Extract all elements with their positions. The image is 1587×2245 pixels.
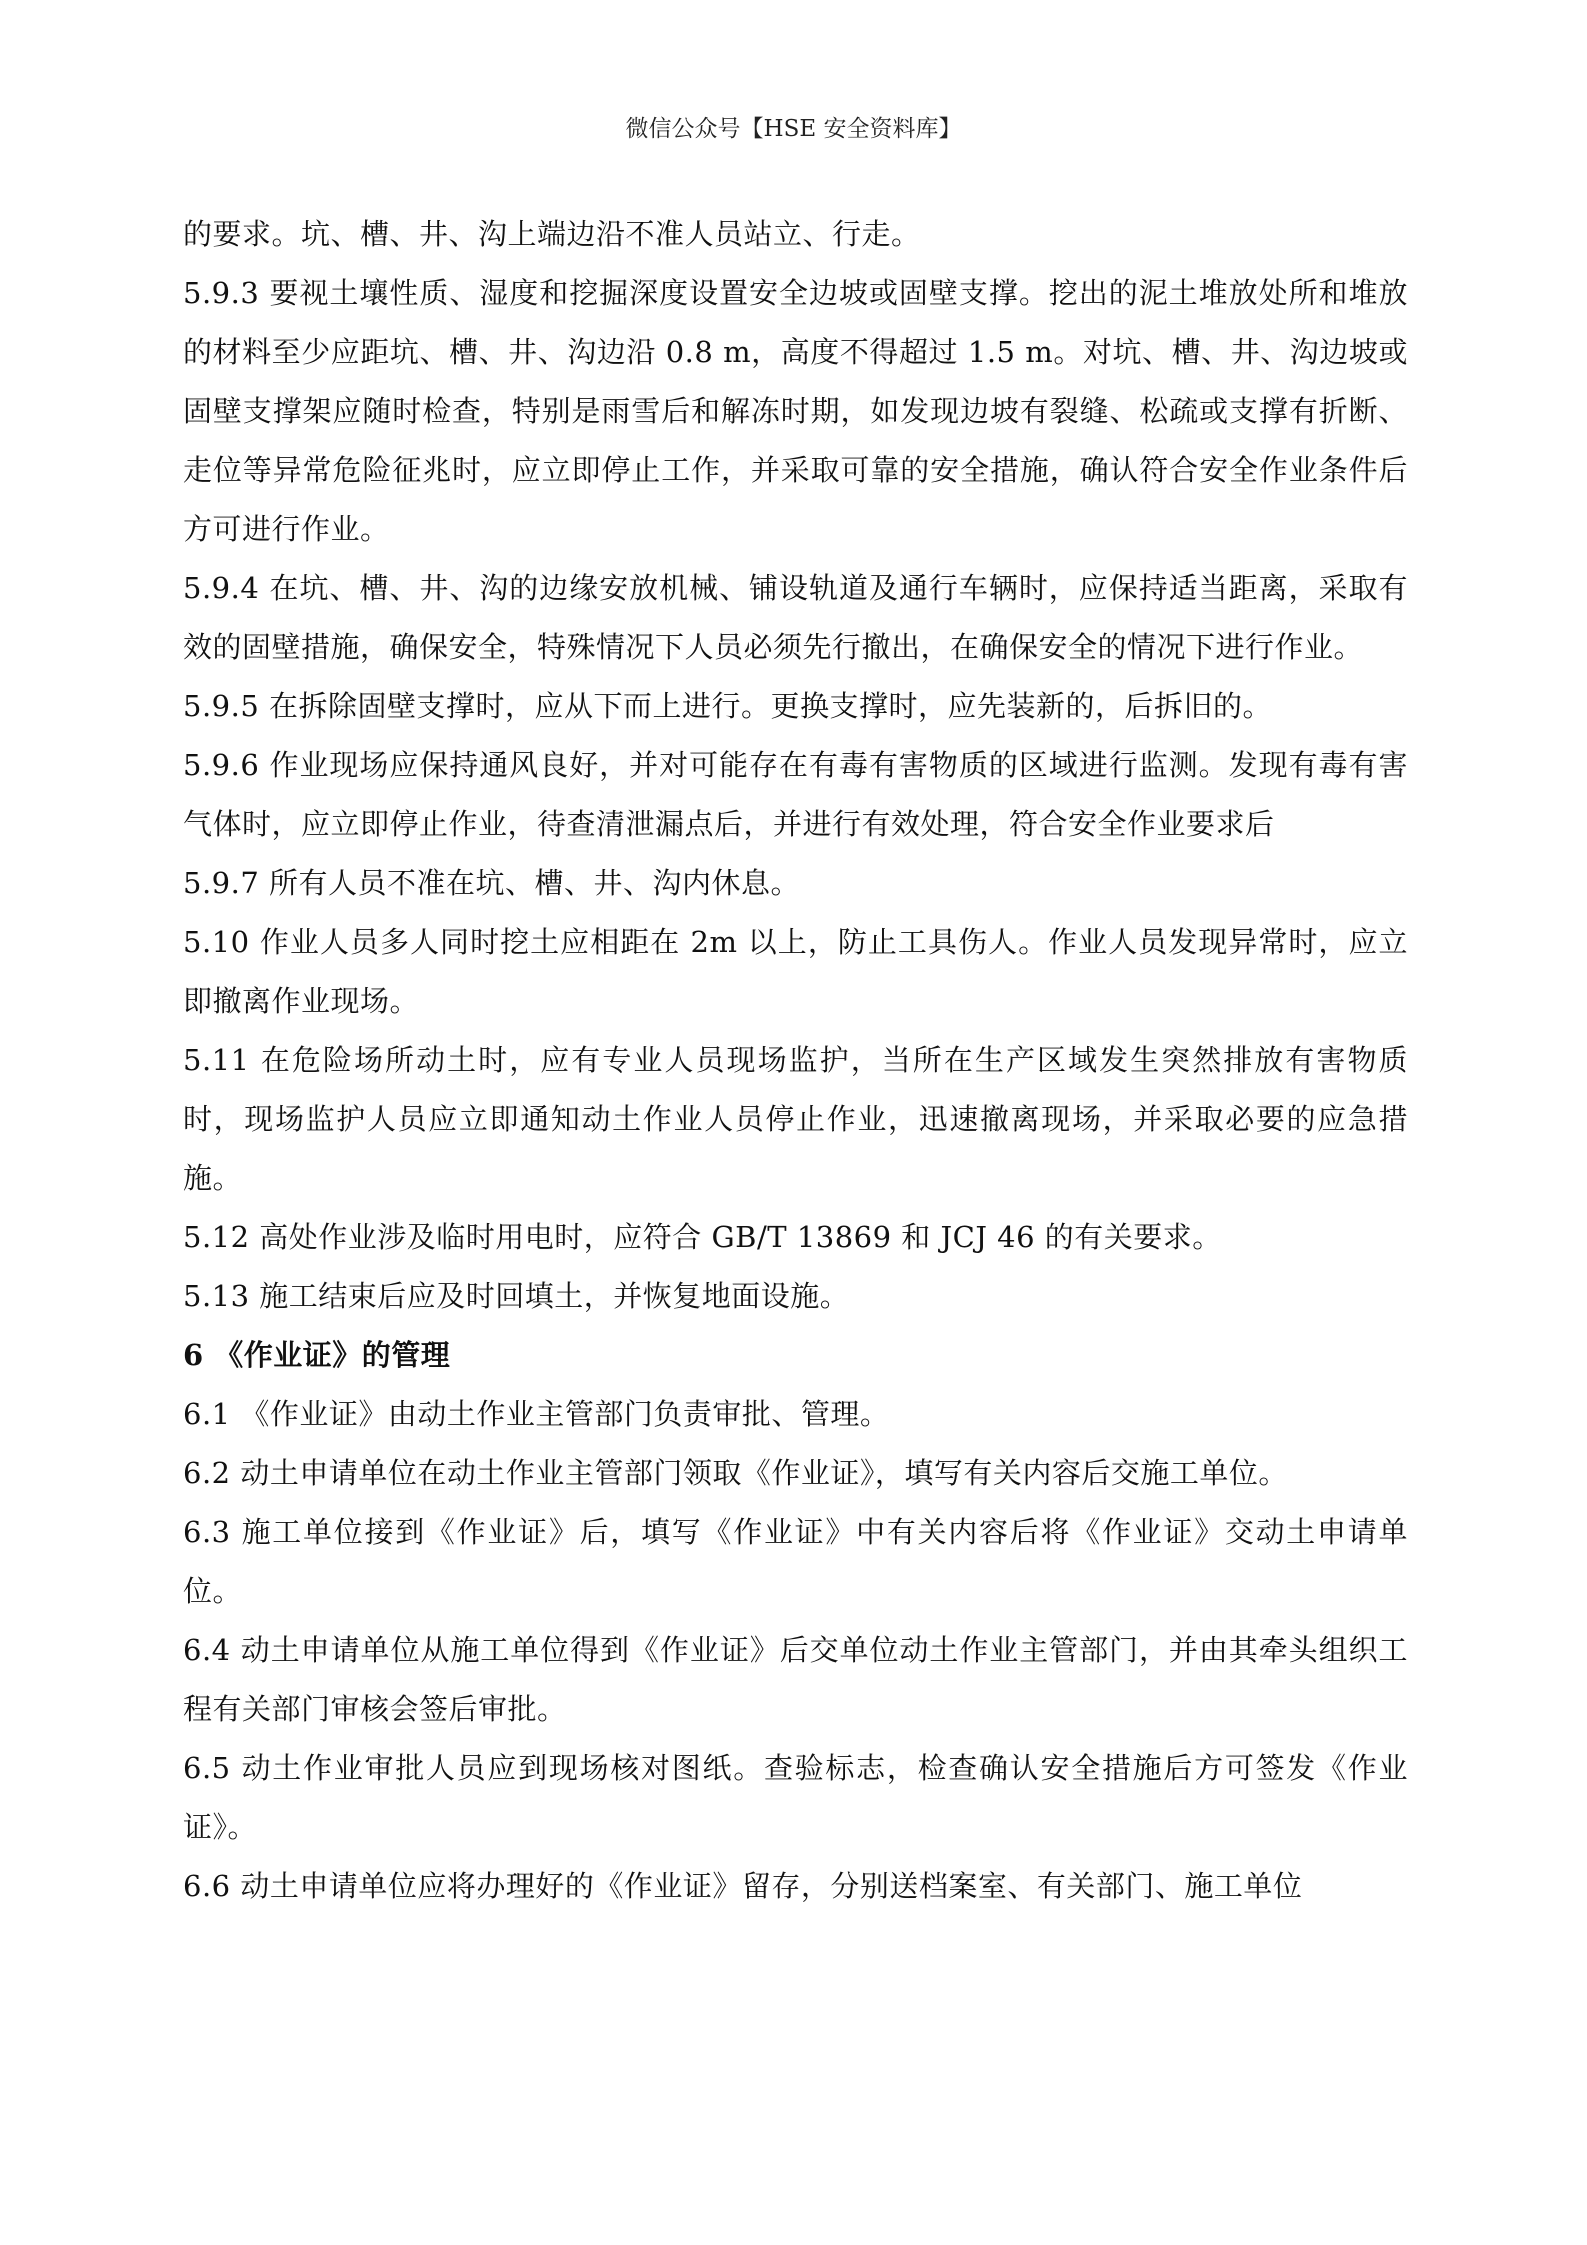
paragraph-5-12: 5.12 高处作业涉及临时用电时，应符合 GB/T 13869 和 JCJ 46 的有关要求。 xyxy=(183,1220,1222,1254)
paragraph-5-11: 5.11 在危险场所动土时，应有专业人员现场监护，当所在生产区域发生突然排放有害物质时，现场监护人员应立即通知动土作业人员停止作业，迅速撤离现场，并采取必要的应急措施。 xyxy=(183,1043,1408,1195)
section-heading-6: 6 《作业证》的管理 xyxy=(183,1338,451,1372)
paragraph-6-1: 6.1 《作业证》由动土作业主管部门负责审批、管理。 xyxy=(183,1397,890,1431)
paragraph-5-10: 5.10 作业人员多人同时挖土应相距在 2m 以上，防止工具伤人。作业人员发现异常时，应立即撤离作业现场。 xyxy=(183,925,1408,1018)
paragraph-5-9-3: 5.9.3 要视土壤性质、湿度和挖掘深度设置安全边坡或固壁支撑。挖出的泥土堆放处所和堆放的材料至少应距坑、槽、井、沟边沿 0.8 m，高度不得超过 1.5 m。对坑、槽、井、沟边坡或固壁支撑架应随时检查，特别是雨雪后和解冻时期，如发现边坡有裂缝、松疏或支撑有折断、走位等异常危险征兆时，应立即停止工作，并采取可靠的安全措施，确认符合安全作业条件后方可进行作业。 xyxy=(183,276,1408,546)
document-body xyxy=(183,205,1408,1916)
paragraph-6-4: 6.4 动土申请单位从施工单位得到《作业证》后交单位动土作业主管部门，并由其牵头组织工程有关部门审核会签后审批。 xyxy=(183,1633,1408,1726)
paragraph-5-9-7: 5.9.7 所有人员不准在坑、槽、井、沟内休息。 xyxy=(183,866,801,900)
paragraph-5-9-5: 5.9.5 在拆除固壁支撑时，应从下而上进行。更换支撑时，应先装新的，后拆旧的。 xyxy=(183,689,1273,723)
paragraph-6-6: 6.6 动土申请单位应将办理好的《作业证》留存，分别送档案室、有关部门、施工单位 xyxy=(183,1869,1303,1903)
paragraph-6-5: 6.5 动土作业审批人员应到现场核对图纸。查验标志，检查确认安全措施后方可签发《作业证》。 xyxy=(183,1751,1408,1844)
paragraph-continuation: 的要求。坑、槽、井、沟上端边沿不准人员站立、行走。 xyxy=(183,217,921,251)
paragraph-6-3: 6.3 施工单位接到《作业证》后，填写《作业证》中有关内容后将《作业证》交动土申请单位。 xyxy=(183,1515,1408,1608)
paragraph-5-9-4: 5.9.4 在坑、槽、井、沟的边缘安放机械、铺设轨道及通行车辆时，应保持适当距离，采取有效的固壁措施，确保安全，特殊情况下人员必须先行撤出，在确保安全的情况下进行作业。 xyxy=(183,571,1408,664)
paragraph-5-9-6: 5.9.6 作业现场应保持通风良好，并对可能存在有毒有害物质的区域进行监测。发现有毒有害气体时，应立即停止作业，待查清泄漏点后，并进行有效处理，符合安全作业要求后 xyxy=(183,748,1408,841)
paragraph-6-2: 6.2 动土申请单位在动土作业主管部门领取《作业证》，填写有关内容后交施工单位。 xyxy=(183,1456,1288,1490)
paragraph-5-13: 5.13 施工结束后应及时回填土，并恢复地面设施。 xyxy=(183,1279,850,1313)
page-header: 微信公众号【HSE 安全资料库】 xyxy=(625,116,962,142)
